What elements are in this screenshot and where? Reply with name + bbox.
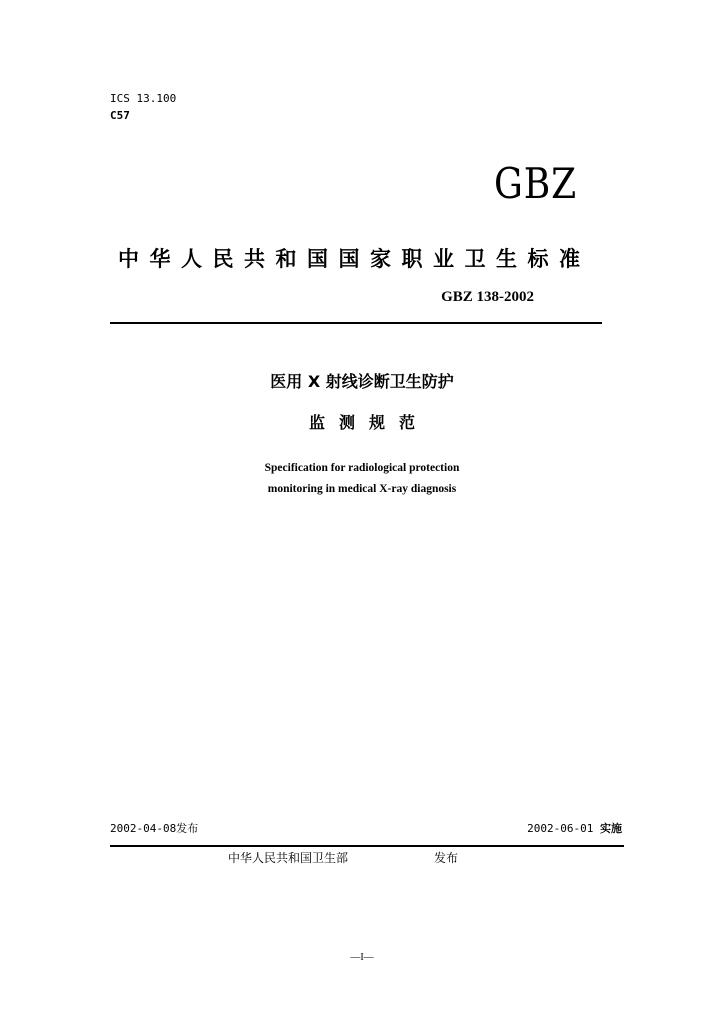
document-title-en xyxy=(170,458,554,500)
page-number: —I— xyxy=(350,952,374,963)
top-divider xyxy=(110,322,602,324)
issuer: 中华人民共和国卫生部 xyxy=(228,851,349,865)
ccs-code: C57 xyxy=(110,109,130,122)
gbz-logo: GBZ xyxy=(494,159,578,208)
implement-date-line xyxy=(527,820,622,838)
standard-category-title: 中华人民共和国国家职业卫生标准 xyxy=(118,247,591,271)
issue-date: 2002-04-08 xyxy=(110,822,177,835)
implement-label: 实施 xyxy=(600,822,622,835)
ics-code: ICS 13.100 xyxy=(110,92,177,105)
issuer-action: 发布 xyxy=(434,851,459,865)
bottom-divider xyxy=(110,845,624,847)
document-title-zh: 医用 X 射线诊断卫生防护 xyxy=(270,372,454,391)
document-subtitle-zh: 监测规范 xyxy=(308,413,429,432)
implement-date: 2002-06-01 xyxy=(527,822,594,835)
document-title-en-line2: monitoring in medical X-ray diagnosis xyxy=(267,483,457,495)
standard-number: GBZ 138-2002 xyxy=(441,289,534,305)
issue-date-line xyxy=(110,820,198,838)
issue-label: 发布 xyxy=(176,822,199,835)
document-title-en-line1: Specification for radiological protection xyxy=(264,462,460,474)
